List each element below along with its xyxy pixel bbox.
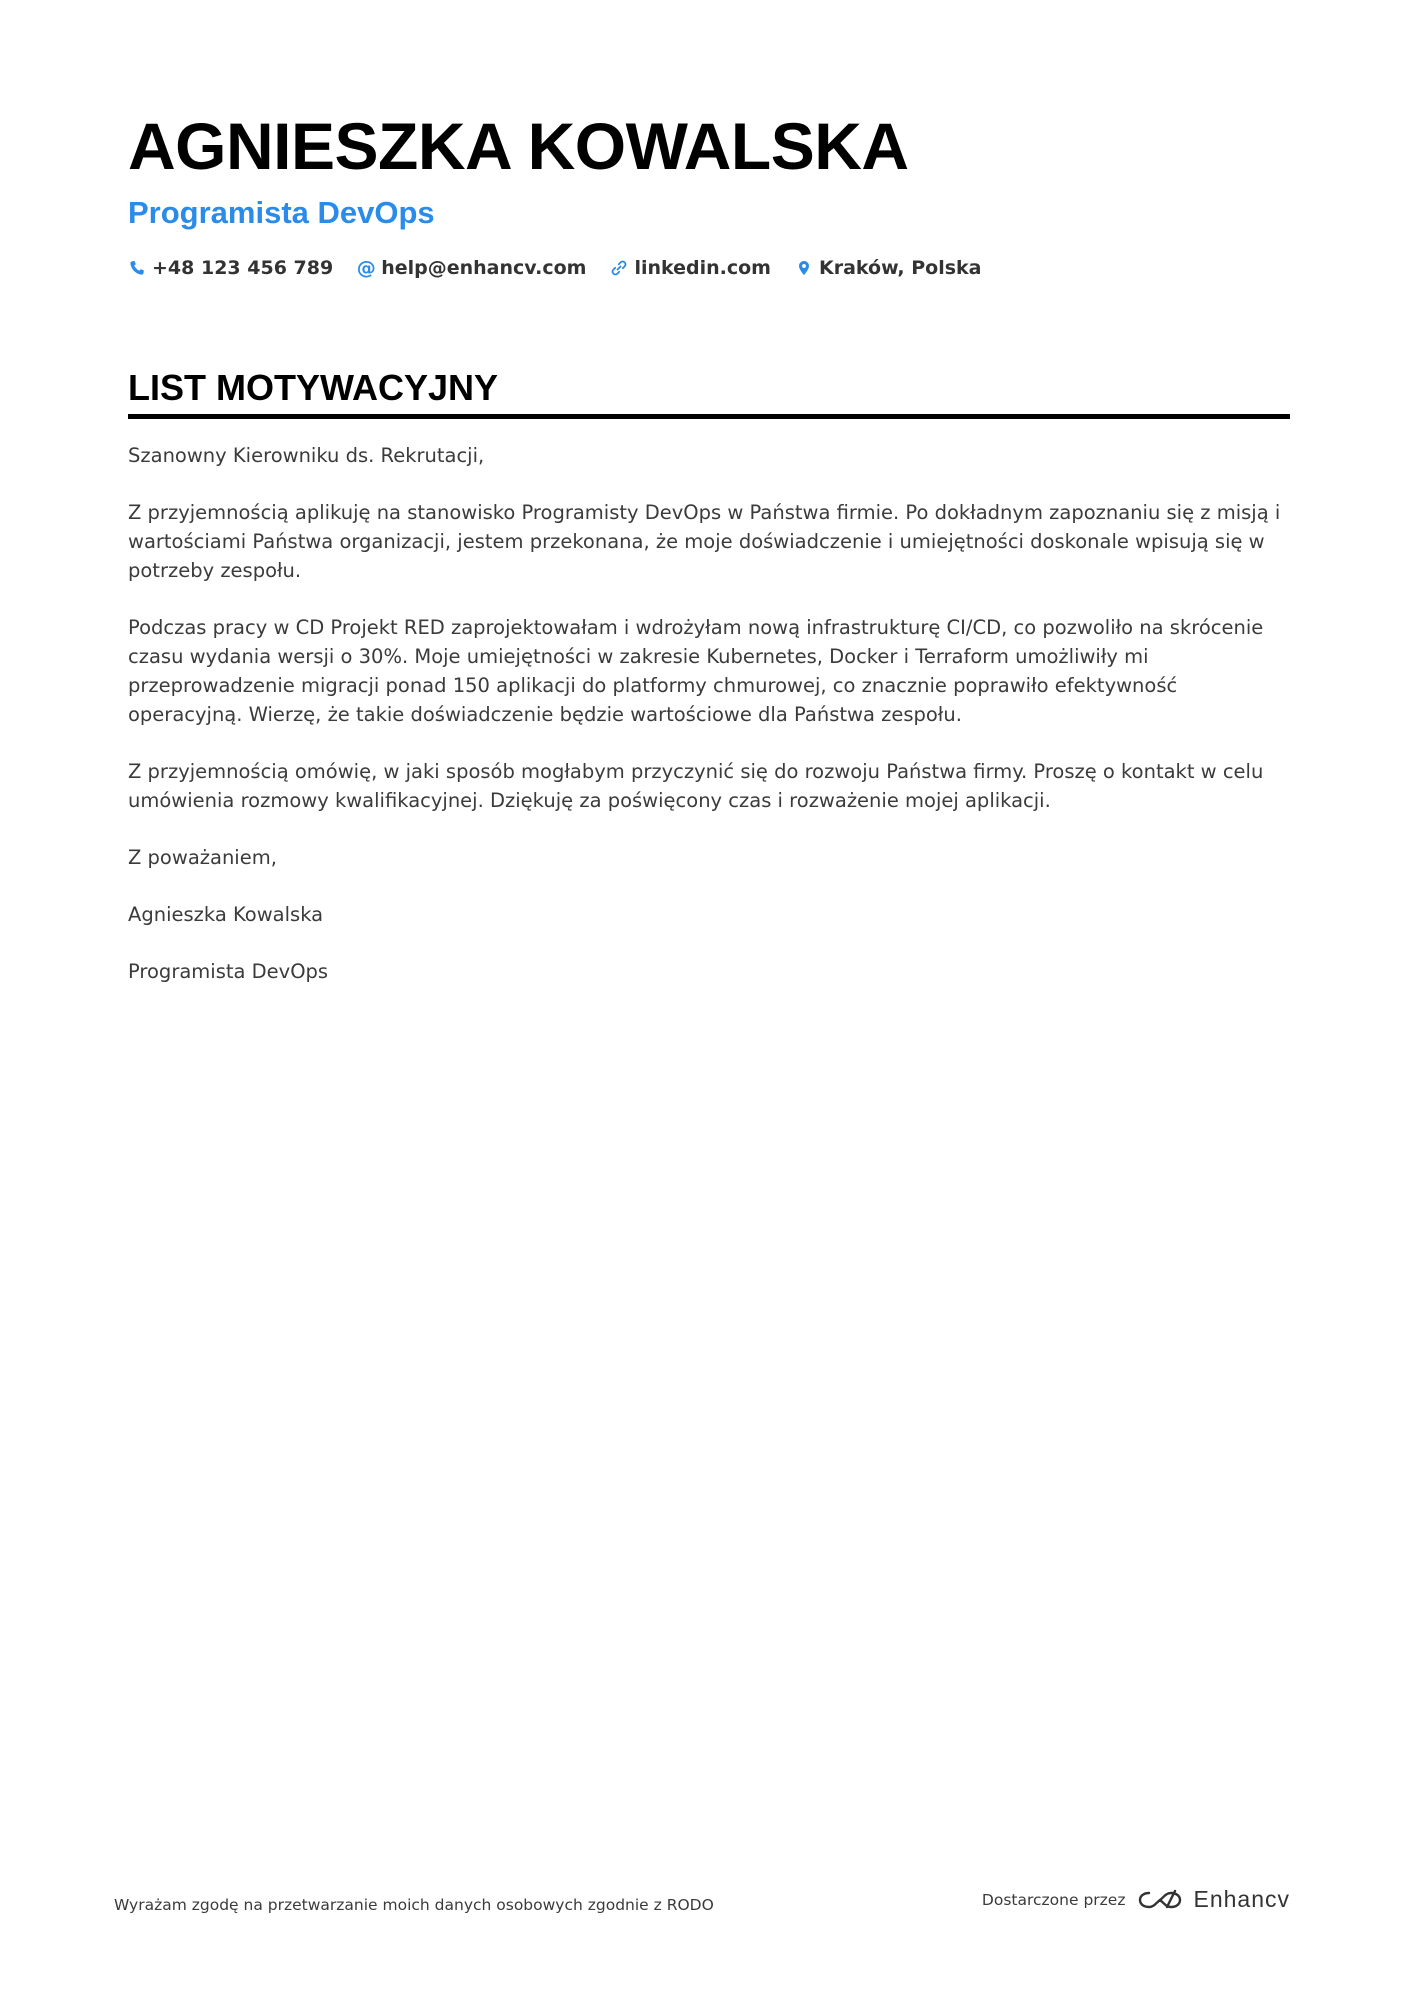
link-icon: [610, 259, 628, 277]
gdpr-consent: Wyrażam zgodę na przetwarzanie moich danych osobowych zgodnie z RODO: [114, 1896, 714, 1914]
letter-paragraph-3: Z przyjemnością omówię, w jaki sposób mogłabym przyczynić się do rozwoju Państwa firmy. Proszę o kontakt w celu umówienia rozmowy kwalifikacyjnej. Dziękuję za poświęcony czas i rozważenie mojej aplikacji.: [128, 760, 1264, 812]
contact-location-text: Kraków, Polska: [818, 257, 982, 279]
contact-phone-text: +48 123 456 789: [152, 257, 334, 279]
powered-by-label: Dostarczone przez: [981, 1890, 1126, 1909]
contact-bar: [128, 257, 1290, 279]
section-title: LIST MOTYWACYJNY: [128, 366, 1290, 419]
letter-closing: Z poważaniem,: [128, 846, 277, 869]
enhancv-brand: Enhancv: [1193, 1886, 1290, 1912]
applicant-name: AGNIESZKA KOWALSKA: [128, 109, 909, 183]
powered-by[interactable]: [982, 1886, 1290, 1913]
signature-name: Agnieszka Kowalska: [128, 903, 324, 926]
applicant-role: Programista DevOps: [128, 195, 435, 230]
map-pin-icon: [795, 259, 813, 277]
letter-greeting: Szanowny Kierowniku ds. Rekrutacji,: [128, 444, 485, 467]
phone-icon: [128, 259, 146, 277]
letter-paragraph-2: Podczas pracy w CD Projekt RED zaprojektowałam i wdrożyłam nową infrastrukturę CI/CD, co pozwoliło na skrócenie czasu wydania wersji o 30%. Moje umiejętności w zakresie Kubernetes, Docker i Terraform umożliwiły mi przeprowadzenie migracji ponad 150 aplikacji do platformy chmurowej, co znacznie poprawiło efektywność operacyjną. Wierzę, że takie doświadczenie będzie wartościowe dla Państwa zespołu.: [128, 616, 1264, 726]
letter-paragraph-1: Z przyjemnością aplikuję na stanowisko Programisty DevOps w Państwa firmie. Po dokładnym zapoznaniu się z misją i wartościami Państwa organizacji, jestem przekonana, że moje doświadczenie i umiejętności doskonale wpisują się w potrzeby zespołu.: [128, 501, 1281, 582]
contact-linkedin[interactable]: [610, 257, 771, 279]
letter-body: [128, 441, 1290, 1014]
contact-email-text[interactable]: help@enhancv.com: [381, 257, 587, 279]
signature-title: Programista DevOps: [128, 960, 329, 983]
contact-location: [795, 257, 982, 279]
enhancv-logo-icon: [1137, 1887, 1183, 1913]
at-icon: @: [356, 257, 376, 279]
contact-email[interactable]: [357, 257, 586, 279]
contact-phone: [128, 257, 333, 279]
header: [128, 108, 1290, 279]
contact-linkedin-text[interactable]: linkedin.com: [634, 257, 771, 279]
